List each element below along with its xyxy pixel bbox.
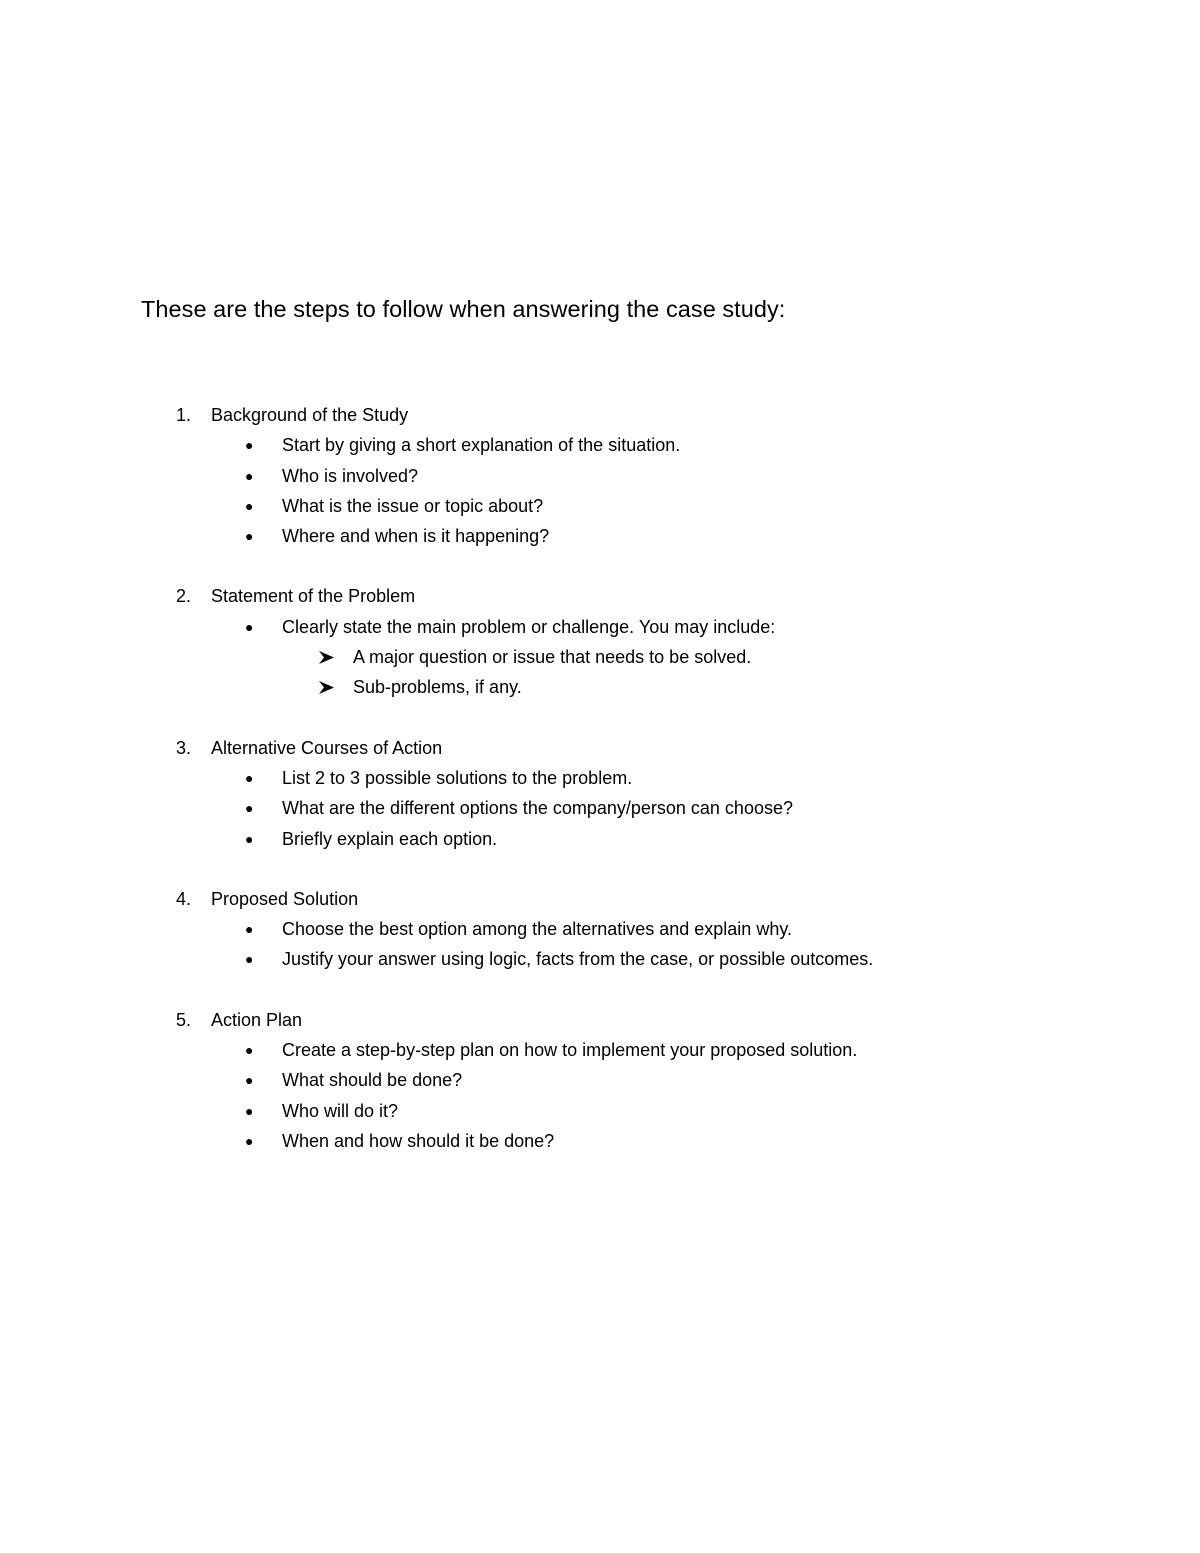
sub-bullet-text: A major question or issue that needs to be solved. [353,647,752,668]
bullet-text: What is the issue or topic about? [282,495,544,516]
step-heading [0,400,1200,430]
filled-circle-icon: ● [245,951,254,968]
bullet-item [0,944,1200,974]
bullet-item [0,793,1200,823]
step-title: Action Plan [211,1009,303,1030]
bullet-text: Briefly explain each option. [282,828,498,849]
step-item [0,884,1200,975]
bullet-item [0,1096,1200,1126]
step-title: Proposed Solution [211,888,359,909]
bullet-item [0,491,1200,521]
bullet-item [0,763,1200,793]
step-number: 2. [176,586,192,607]
filled-circle-icon: ● [245,467,254,484]
bullet-item [0,612,1200,642]
step-number: 5. [176,1009,192,1030]
step-title: Alternative Courses of Action [211,737,443,758]
bullet-item [0,1035,1200,1065]
filled-circle-icon: ● [245,921,254,938]
arrowhead-icon [318,680,335,695]
step-heading [0,884,1200,914]
sub-bullet-item [0,642,1200,672]
bullet-text: Choose the best option among the alternatives and explain why. [282,919,792,940]
step-item [0,581,1200,702]
bullet-text: Create a step-by-step plan on how to implement your proposed solution. [282,1040,858,1061]
step-item [0,1005,1200,1156]
sub-bullet-text: Sub-problems, if any. [353,677,522,698]
steps-list [0,400,1200,1186]
filled-circle-icon: ● [245,1132,254,1149]
step-item [0,400,1200,551]
filled-circle-icon: ● [245,528,254,545]
bullet-text: Who will do it? [282,1100,399,1121]
bullet-item [0,1065,1200,1095]
bullet-text: Clearly state the main problem or challenge. You may include: [282,616,776,637]
filled-circle-icon: ● [245,769,254,786]
bullet-text: Justify your answer using logic, facts from the case, or possible outcomes. [282,949,874,970]
step-heading [0,733,1200,763]
bullet-item [0,1126,1200,1156]
filled-circle-icon: ● [245,1042,254,1059]
bullet-text: What should be done? [282,1070,463,1091]
step-number: 3. [176,737,192,758]
step-heading [0,581,1200,611]
bullet-text: Where and when is it happening? [282,526,550,547]
bullet-item [0,461,1200,491]
filled-circle-icon: ● [245,437,254,454]
bullet-text: Start by giving a short explanation of the situation. [282,435,681,456]
filled-circle-icon: ● [245,1102,254,1119]
bullet-item [0,430,1200,460]
sub-bullet-item [0,672,1200,702]
bullet-text: List 2 to 3 possible solutions to the problem. [282,767,633,788]
filled-circle-icon: ● [245,830,254,847]
filled-circle-icon: ● [245,497,254,514]
intro-heading: These are the steps to follow when answering the case study: [141,296,786,322]
step-item [0,733,1200,854]
bullet-item [0,914,1200,944]
filled-circle-icon: ● [245,1072,254,1089]
step-number: 1. [176,405,192,425]
bullet-text: What are the different options the company/person can choose? [282,798,793,819]
step-number: 4. [176,888,192,909]
arrowhead-icon [318,650,335,665]
bullet-item [0,824,1200,854]
filled-circle-icon: ● [245,618,254,635]
step-title: Background of the Study [211,405,409,425]
bullet-text: When and how should it be done? [282,1130,555,1151]
bullet-item [0,521,1200,551]
step-heading [0,1005,1200,1035]
bullet-text: Who is involved? [282,465,419,486]
step-title: Statement of the Problem [211,586,416,607]
filled-circle-icon: ● [245,800,254,817]
